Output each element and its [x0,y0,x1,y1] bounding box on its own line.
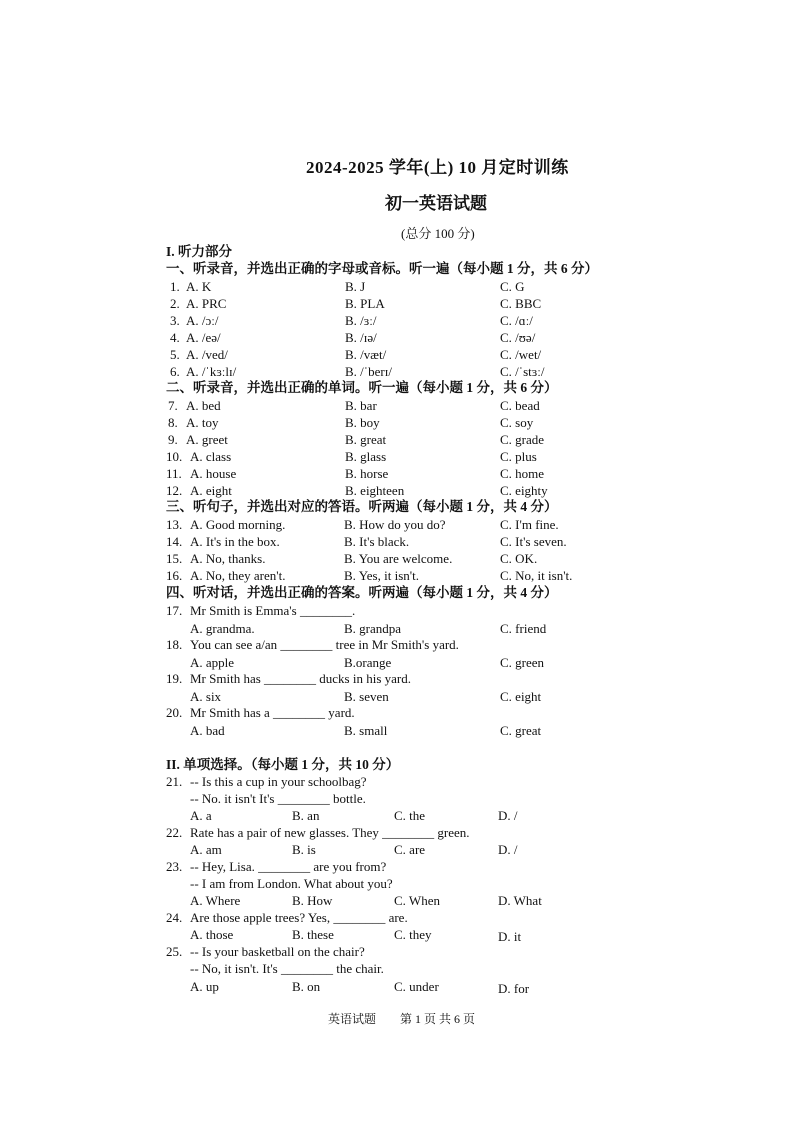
question-line-1: -- Is this a cup in your schoolbag? [190,774,367,789]
option-c: C. the [394,808,426,823]
question-number: 11. [166,466,182,481]
option-a: A. house [190,466,237,481]
question-number: 6. [170,364,180,379]
question-number: 25. [166,944,183,959]
option-a: A. six [190,689,222,704]
option-c: C. When [394,893,440,908]
option-c: C. soy [500,415,534,430]
question-line-1: -- Is your basketball on the chair? [190,944,365,959]
option-c: C. eight [500,689,542,704]
option-a: A. toy [186,415,219,430]
option-b: B. How do you do? [344,517,446,532]
question-number: 10. [166,449,183,464]
option-b: B. Yes, it isn't. [344,568,419,583]
option-b: B. /væt/ [345,347,387,362]
question-number: 3. [170,313,180,328]
option-b: B. these [292,927,334,942]
option-c: C. OK. [500,551,538,566]
sec4-heading: 四、听对话，并选出正确的答案。听两遍（每小题 1 分，共 4 分） [166,585,558,600]
option-b: B. How [292,893,333,908]
option-c: C. It's seven. [500,534,567,549]
option-a: A. /ved/ [186,347,228,362]
option-b: B.orange [344,655,392,670]
option-b: B. an [292,808,320,823]
option-a: A. up [190,979,219,994]
question-number: 17. [166,603,183,618]
exam-title: 2024-2025 学年(上) 10 月定时训练 [306,158,569,177]
option-a: A. PRC [186,296,227,311]
part1-title: I. 听力部分 [166,244,233,259]
option-c: C. are [394,842,426,857]
option-d: D. it [498,929,522,944]
option-d: D. / [498,842,518,857]
option-a: A. apple [190,655,235,670]
option-b: B. It's black. [344,534,410,549]
option-c: C. grade [500,432,545,447]
question-line-1: -- Hey, Lisa. ________ are you from? [190,859,387,874]
option-c: C. plus [500,449,537,464]
option-c: C. G [500,279,525,294]
question-line-1: Are those apple trees? Yes, ________ are. [190,910,408,925]
question-number: 22. [166,825,183,840]
question-number: 7. [168,398,178,413]
option-c: C. they [394,927,432,942]
question-line-1: Rate has a pair of new glasses. They ________ green. [190,825,470,840]
question-number: 9. [168,432,178,447]
question-number: 4. [170,330,180,345]
option-c: C. I'm fine. [500,517,559,532]
question-stem: Mr Smith has ________ ducks in his yard. [190,671,411,686]
exam-total-score: (总分 100 分) [401,226,475,241]
option-c: C. home [500,466,545,481]
option-d: D. / [498,808,518,823]
option-b: B. /ɜː/ [345,313,377,328]
option-c: C. /ˈstɜː/ [500,364,545,379]
option-b: B. You are welcome. [344,551,453,566]
option-a: A. Where [190,893,241,908]
option-c: C. under [394,979,439,994]
option-c: C. green [500,655,545,670]
option-b: B. /ɪə/ [345,330,377,345]
option-b: B. seven [344,689,389,704]
option-a: A. am [190,842,222,857]
exam-subtitle: 初一英语试题 [385,194,487,213]
question-line-2: -- No, it isn't. It's ________ the chair. [190,961,384,976]
option-d: D. for [498,981,530,996]
option-a: A. eight [190,483,232,498]
option-a: A. bed [186,398,221,413]
option-b: B. bar [345,398,377,413]
option-c: C. friend [500,621,547,636]
option-a: A. K [186,279,212,294]
question-number: 14. [166,534,183,549]
option-a: A. /ˈkɜːlɪ/ [186,364,237,379]
option-c: C. BBC [500,296,542,311]
option-a: A. /eə/ [186,330,221,345]
question-stem: You can see a/an ________ tree in Mr Smith's yard. [190,637,459,652]
option-b: B. great [345,432,387,447]
question-line-2: -- No. it isn't It's ________ bottle. [190,791,366,806]
question-number: 21. [166,774,183,789]
option-c: C. No, it isn't. [500,568,573,583]
footer-subject: 英语试题 [328,1012,377,1026]
question-line-2: -- I am from London. What about you? [190,876,393,891]
option-b: B. on [292,979,321,994]
option-a: A. No, they aren't. [190,568,286,583]
option-c: C. /ɑː/ [500,313,533,328]
option-c: C. great [500,723,542,738]
option-a: A. Good morning. [190,517,286,532]
option-b: B. J [345,279,366,294]
sec3-heading: 三、听句子，并选出对应的答语。听两遍（每小题 1 分，共 4 分） [166,499,558,514]
footer-page-number: 第 1 页 共 6 页 [400,1012,476,1026]
question-number: 18. [166,637,183,652]
question-number: 24. [166,910,183,925]
question-stem: Mr Smith has a ________ yard. [190,705,355,720]
question-number: 8. [168,415,178,430]
question-number: 20. [166,705,183,720]
option-c: C. bead [500,398,540,413]
option-b: B. boy [345,415,380,430]
option-a: A. It's in the box. [190,534,280,549]
option-b: B. eighteen [345,483,405,498]
question-number: 2. [170,296,180,311]
question-number: 19. [166,671,183,686]
question-number: 1. [170,279,180,294]
option-a: A. No, thanks. [190,551,266,566]
option-a: A. bad [190,723,225,738]
question-number: 13. [166,517,183,532]
option-a: A. grandma. [190,621,255,636]
question-number: 23. [166,859,183,874]
question-number: 12. [166,483,183,498]
part2-heading: II. 单项选择。（每小题 1 分，共 10 分） [166,757,400,772]
sec2-heading: 二、听录音，并选出正确的单词。听一遍（每小题 1 分，共 6 分） [166,380,558,395]
option-d: D. What [498,893,542,908]
option-c: C. eighty [500,483,548,498]
sec1-heading: 一、听录音，并选出正确的字母或音标。听一遍（每小题 1 分，共 6 分） [166,261,598,276]
question-number: 15. [166,551,183,566]
option-b: B. glass [345,449,387,464]
option-a: A. class [190,449,232,464]
option-c: C. /ʊə/ [500,330,536,345]
option-a: A. a [190,808,212,823]
option-a: A. greet [186,432,228,447]
question-number: 16. [166,568,183,583]
option-c: C. /wet/ [500,347,542,362]
option-b: B. PLA [345,296,385,311]
option-a: A. /ɔː/ [186,313,219,328]
option-b: B. grandpa [344,621,402,636]
option-b: B. small [344,723,388,738]
option-b: B. /ˈberɪ/ [345,364,392,379]
question-number: 5. [170,347,180,362]
option-b: B. is [292,842,316,857]
option-b: B. horse [345,466,389,481]
option-a: A. those [190,927,234,942]
question-stem: Mr Smith is Emma's ________. [190,603,356,618]
